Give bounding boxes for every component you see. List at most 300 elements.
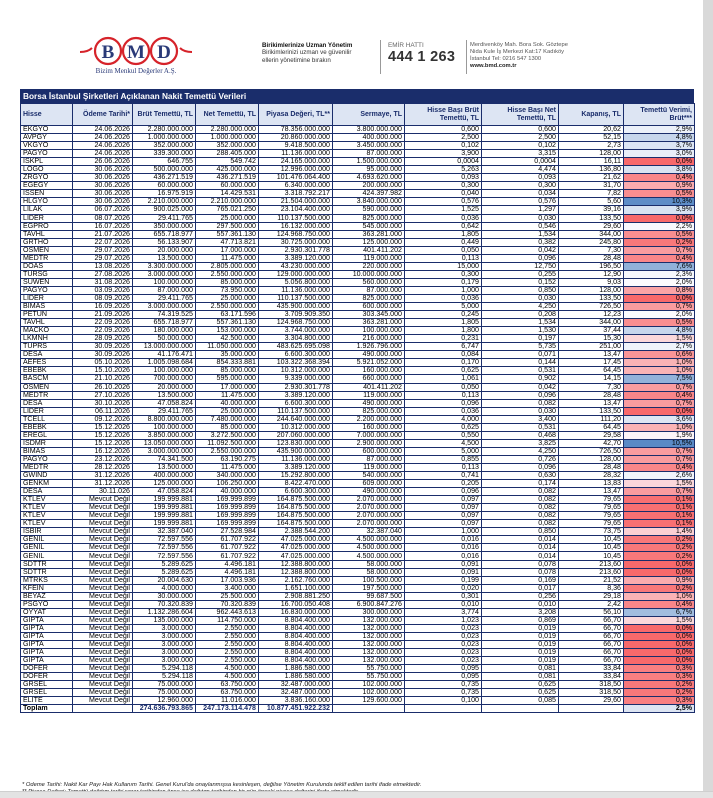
slogan bbox=[262, 42, 382, 64]
dividend-yield-cell: 2,6% bbox=[624, 472, 695, 480]
dividend-yield-cell: 2,3% bbox=[624, 270, 695, 278]
close-price-cell: 726,50 bbox=[559, 447, 624, 455]
payment-date-cell: 22.09.2026 bbox=[73, 327, 133, 335]
dividend-yield-cell: 0,4% bbox=[624, 174, 695, 182]
gross-dividend-cell: 50.000.000 bbox=[133, 335, 196, 343]
net-dividend-cell: 27.528.984 bbox=[196, 528, 259, 536]
net-dps-cell: 0,850 bbox=[482, 528, 559, 536]
close-price-cell: 9,03 bbox=[559, 278, 624, 286]
net-dps-cell: 0,042 bbox=[482, 383, 559, 391]
close-price-cell: 66,70 bbox=[559, 649, 624, 657]
dividend-yield-cell: 0,0% bbox=[624, 657, 695, 665]
market-value-cell: 12.996.000.000 bbox=[259, 166, 333, 174]
ticker-cell: DESA bbox=[21, 488, 73, 496]
close-price-cell: 66,70 bbox=[559, 624, 624, 632]
market-value-cell: 123.830.000.000 bbox=[259, 439, 333, 447]
total-cell bbox=[482, 705, 559, 713]
table-title: Borsa İstanbul Şirketleri Açıklanan Nakit Temettü Verileri bbox=[20, 89, 694, 103]
logo-subtitle: Bizim Menkul Değerler A.Ş. bbox=[95, 67, 177, 75]
payment-date-cell: Mevcut Değil bbox=[73, 576, 133, 584]
payment-date-cell: 06.07.2026 bbox=[73, 206, 133, 214]
capital-cell: 160.000.000 bbox=[333, 423, 405, 431]
gross-dividend-cell: 13.500.000 bbox=[133, 254, 196, 262]
net-dps-cell: 0,382 bbox=[482, 238, 559, 246]
market-value-cell: 15.292.800.000 bbox=[259, 472, 333, 480]
gross-dividend-cell: 72.597.556 bbox=[133, 552, 196, 560]
net-dps-cell: 4,474 bbox=[482, 166, 559, 174]
gross-dividend-cell: 1.005.098.684 bbox=[133, 359, 196, 367]
vertical-scrollbar[interactable] bbox=[703, 0, 713, 798]
gross-dividend-cell: 5.289.625 bbox=[133, 568, 196, 576]
payment-date-cell: 05.10.2026 bbox=[73, 359, 133, 367]
capital-cell: 490.000.000 bbox=[333, 351, 405, 359]
gross-dividend-cell: 180.000.000 bbox=[133, 327, 196, 335]
gross-dps-cell: 0,113 bbox=[405, 391, 482, 399]
total-gross-dividend: 274.636.793.865 bbox=[133, 705, 196, 713]
close-price-cell: 8,36 bbox=[559, 584, 624, 592]
net-dividend-cell: 25.500.000 bbox=[196, 592, 259, 600]
capital-cell: 58.000.000 bbox=[333, 560, 405, 568]
payment-date-cell: 30.09.2026 bbox=[73, 351, 133, 359]
gross-dps-cell: 0,735 bbox=[405, 689, 482, 697]
ticker-cell: TAVHL bbox=[21, 230, 73, 238]
gross-dps-cell: 0,600 bbox=[405, 126, 482, 134]
table-row bbox=[21, 343, 695, 351]
net-dps-cell: 0,096 bbox=[482, 463, 559, 471]
net-dividend-cell: 2.550.000 bbox=[196, 641, 259, 649]
ticker-cell: VKGYO bbox=[21, 142, 73, 150]
dividend-yield-cell: 2,0% bbox=[624, 278, 695, 286]
close-price-cell: 66,70 bbox=[559, 632, 624, 640]
net-dps-cell: 0,0004 bbox=[482, 158, 559, 166]
net-dividend-cell: 1.000.000.000 bbox=[196, 134, 259, 142]
gross-dividend-cell: 3.000.000 bbox=[133, 657, 196, 665]
gross-dps-cell: 0,576 bbox=[405, 198, 482, 206]
net-dividend-cell: 765.021.250 bbox=[196, 206, 259, 214]
net-dps-cell: 0,030 bbox=[482, 294, 559, 302]
capital-cell: 300.000.000 bbox=[333, 608, 405, 616]
gross-dps-cell: 0,016 bbox=[405, 536, 482, 544]
ticker-cell: EBEBK bbox=[21, 423, 73, 431]
gross-dps-cell: 1,525 bbox=[405, 206, 482, 214]
payment-date-cell: 08.09.2026 bbox=[73, 294, 133, 302]
payment-date-cell: Mevcut Değil bbox=[73, 544, 133, 552]
capital-cell: 119.000.000 bbox=[333, 254, 405, 262]
gross-dividend-cell: 75.000.000 bbox=[133, 681, 196, 689]
market-value-cell: 164.875.500.000 bbox=[259, 512, 333, 520]
ticker-cell: GENKM bbox=[21, 480, 73, 488]
website-link[interactable]: www.bmd.com.tr bbox=[470, 63, 517, 69]
gross-dps-cell: 0,023 bbox=[405, 649, 482, 657]
dividend-yield-cell: 0,3% bbox=[624, 665, 695, 673]
gross-dps-cell: 0,245 bbox=[405, 311, 482, 319]
net-dps-cell: 1,534 bbox=[482, 319, 559, 327]
table-row bbox=[21, 238, 695, 246]
net-dps-cell: 0,144 bbox=[482, 359, 559, 367]
net-dividend-cell: 85.000.000 bbox=[196, 367, 259, 375]
capital-cell: 400.000.000 bbox=[333, 134, 405, 142]
gross-dividend-cell: 13.500.000 bbox=[133, 391, 196, 399]
capital-cell: 100.500.000 bbox=[333, 576, 405, 584]
dividend-yield-cell: 0,0% bbox=[624, 158, 695, 166]
gross-dps-cell: 0,113 bbox=[405, 254, 482, 262]
payment-date-cell: Mevcut Değil bbox=[73, 592, 133, 600]
close-price-cell: 13,47 bbox=[559, 399, 624, 407]
net-dps-cell: 0,030 bbox=[482, 214, 559, 222]
net-dividend-cell: 106.250.000 bbox=[196, 480, 259, 488]
net-dps-cell: 0,085 bbox=[482, 697, 559, 705]
market-value-cell: 2.930.301.778 bbox=[259, 246, 333, 254]
capital-cell: 132.000.000 bbox=[333, 616, 405, 624]
payment-date-cell: 28.09.2026 bbox=[73, 335, 133, 343]
gross-dividend-cell: 5.289.625 bbox=[133, 560, 196, 568]
ticker-cell: KTLEV bbox=[21, 496, 73, 504]
gross-dividend-cell: 646.755 bbox=[133, 158, 196, 166]
market-value-cell: 10.312.000.000 bbox=[259, 367, 333, 375]
dividend-yield-cell: 0,2% bbox=[624, 681, 695, 689]
market-value-cell: 101.476.064.400 bbox=[259, 174, 333, 182]
ticker-cell: PSGYO bbox=[21, 600, 73, 608]
market-value-cell: 11.136.000.000 bbox=[259, 150, 333, 158]
gross-dividend-cell: 29.411.765 bbox=[133, 407, 196, 415]
ticker-cell: GIPTA bbox=[21, 632, 73, 640]
capital-cell: 825.000.000 bbox=[333, 294, 405, 302]
dividend-table-section bbox=[20, 89, 694, 713]
gross-dps-cell: 3,900 bbox=[405, 150, 482, 158]
dividend-yield-cell: 1,5% bbox=[624, 616, 695, 624]
capital-cell: 609.000.000 bbox=[333, 480, 405, 488]
market-value-cell: 164.875.500.000 bbox=[259, 496, 333, 504]
dividend-yield-cell: 0,2% bbox=[624, 552, 695, 560]
net-dividend-cell: 70.320.839 bbox=[196, 600, 259, 608]
ticker-cell: TURSG bbox=[21, 270, 73, 278]
close-price-cell: 2,73 bbox=[559, 142, 624, 150]
net-dps-cell: 0,255 bbox=[482, 270, 559, 278]
table-row bbox=[21, 439, 695, 447]
dividend-yield-cell: 0,7% bbox=[624, 447, 695, 455]
table-row bbox=[21, 673, 695, 681]
capital-cell: 87.000.000 bbox=[333, 286, 405, 294]
capital-cell: 99.687.500 bbox=[333, 592, 405, 600]
capital-cell: 600.000.000 bbox=[333, 303, 405, 311]
close-price-cell: 66,70 bbox=[559, 641, 624, 649]
table-row bbox=[21, 600, 695, 608]
close-price-cell: 133,50 bbox=[559, 214, 624, 222]
close-price-cell: 29,60 bbox=[559, 697, 624, 705]
ticker-cell: KTLEV bbox=[21, 504, 73, 512]
table-row bbox=[21, 190, 695, 198]
close-price-cell: 66,70 bbox=[559, 657, 624, 665]
capital-cell: 95.000.000 bbox=[333, 166, 405, 174]
payment-date-cell: 30.06.2026 bbox=[73, 182, 133, 190]
dividend-yield-cell: 0,7% bbox=[624, 488, 695, 496]
dividend-yield-cell: 0,0% bbox=[624, 294, 695, 302]
ticker-cell: TCELL bbox=[21, 415, 73, 423]
market-value-cell: 435.900.000.000 bbox=[259, 303, 333, 311]
net-dps-cell: 0,019 bbox=[482, 624, 559, 632]
table-row bbox=[21, 608, 695, 616]
net-dps-cell: 12,750 bbox=[482, 262, 559, 270]
table-row bbox=[21, 150, 695, 158]
ticker-cell: HLGYO bbox=[21, 198, 73, 206]
market-value-cell: 21.504.000.000 bbox=[259, 198, 333, 206]
market-value-cell: 8.804.400.000 bbox=[259, 616, 333, 624]
market-value-cell: 2.930.301.778 bbox=[259, 383, 333, 391]
dividend-table bbox=[20, 103, 695, 713]
table-row bbox=[21, 230, 695, 238]
net-dividend-cell: 11.475.000 bbox=[196, 463, 259, 471]
net-dividend-cell: 25.000.000 bbox=[196, 294, 259, 302]
capital-cell: 424.397.982 bbox=[333, 190, 405, 198]
market-value-cell: 110.137.500.000 bbox=[259, 294, 333, 302]
payment-date-cell: 30.06.2026 bbox=[73, 174, 133, 182]
dividend-yield-cell: 0,1% bbox=[624, 504, 695, 512]
net-dividend-cell: 85.000.000 bbox=[196, 278, 259, 286]
market-value-cell: 124.968.750.000 bbox=[259, 319, 333, 327]
table-row bbox=[21, 504, 695, 512]
table-row bbox=[21, 375, 695, 383]
close-price-cell: 196,50 bbox=[559, 262, 624, 270]
col-header: Piyasa Değeri, TL** bbox=[259, 104, 333, 126]
close-price-cell: 29,18 bbox=[559, 592, 624, 600]
gross-dps-cell: 0,023 bbox=[405, 624, 482, 632]
net-dividend-cell: 61.707.922 bbox=[196, 536, 259, 544]
ticker-cell: BIMAS bbox=[21, 303, 73, 311]
net-dividend-cell: 63.750.000 bbox=[196, 689, 259, 697]
net-dps-cell: 0,174 bbox=[482, 480, 559, 488]
capital-cell: 3.450.000.000 bbox=[333, 142, 405, 150]
table-row bbox=[21, 383, 695, 391]
capital-cell: 216.000.000 bbox=[333, 335, 405, 343]
market-value-cell: 164.875.500.000 bbox=[259, 520, 333, 528]
table-row bbox=[21, 431, 695, 439]
net-dividend-cell: 63.750.000 bbox=[196, 681, 259, 689]
net-dividend-cell: 60.000.000 bbox=[196, 182, 259, 190]
net-dps-cell: 0,019 bbox=[482, 632, 559, 640]
gross-dividend-cell: 3.300.000.000 bbox=[133, 262, 196, 270]
ticker-cell: MEDTR bbox=[21, 463, 73, 471]
market-value-cell: 47.025.000.000 bbox=[259, 552, 333, 560]
payment-date-cell: 30.06.2026 bbox=[73, 166, 133, 174]
close-price-cell: 7,30 bbox=[559, 383, 624, 391]
payment-date-cell: Mevcut Değil bbox=[73, 641, 133, 649]
total-cell bbox=[559, 705, 624, 713]
net-dps-cell: 0,082 bbox=[482, 399, 559, 407]
table-row bbox=[21, 126, 695, 134]
net-dividend-cell: 63.171.596 bbox=[196, 311, 259, 319]
ticker-cell: DESA bbox=[21, 351, 73, 359]
net-dividend-cell: 2.805.000.000 bbox=[196, 262, 259, 270]
gross-dps-cell: 0,097 bbox=[405, 512, 482, 520]
net-dividend-cell: 169.999.899 bbox=[196, 520, 259, 528]
net-dividend-cell: 40.000.000 bbox=[196, 399, 259, 407]
market-value-cell: 10.312.000.000 bbox=[259, 423, 333, 431]
ticker-cell: EKGYO bbox=[21, 126, 73, 134]
table-row bbox=[21, 198, 695, 206]
dividend-yield-cell: 0,9% bbox=[624, 182, 695, 190]
market-value-cell: 2.908.881.250 bbox=[259, 592, 333, 600]
close-price-cell: 39,16 bbox=[559, 206, 624, 214]
payment-date-cell: 27.08.2026 bbox=[73, 270, 133, 278]
market-value-cell: 129.000.000.000 bbox=[259, 270, 333, 278]
gross-dividend-cell: 199.999.881 bbox=[133, 520, 196, 528]
net-dps-cell: 0,042 bbox=[482, 246, 559, 254]
net-dps-cell: 0,096 bbox=[482, 254, 559, 262]
ticker-cell: GIPTA bbox=[21, 624, 73, 632]
payment-date-cell: 22.07.2026 bbox=[73, 238, 133, 246]
dividend-yield-cell: 0,3% bbox=[624, 697, 695, 705]
payment-date-cell: 23.12.2026 bbox=[73, 455, 133, 463]
gross-dividend-cell: 60.000.000 bbox=[133, 182, 196, 190]
capital-cell: 2.200.000.000 bbox=[333, 415, 405, 423]
ticker-cell: SUWEN bbox=[21, 278, 73, 286]
payment-date-cell: Mevcut Değil bbox=[73, 657, 133, 665]
net-dps-cell: 0,030 bbox=[482, 407, 559, 415]
payment-date-cell: 31.08.2026 bbox=[73, 278, 133, 286]
table-row bbox=[21, 447, 695, 455]
close-price-cell: 31,70 bbox=[559, 182, 624, 190]
capital-cell: 132.000.000 bbox=[333, 641, 405, 649]
capital-cell: 2.070.000.000 bbox=[333, 496, 405, 504]
ticker-cell: PAGYO bbox=[21, 150, 73, 158]
net-dps-cell: 0,082 bbox=[482, 488, 559, 496]
col-header: Ödeme Tarihi* bbox=[73, 104, 133, 126]
net-dividend-cell: 73.950.000 bbox=[196, 286, 259, 294]
gross-dividend-cell: 655.718.977 bbox=[133, 319, 196, 327]
gross-dividend-cell: 47.058.824 bbox=[133, 488, 196, 496]
col-header: Brüt Temettü, TL bbox=[133, 104, 196, 126]
gross-dividend-cell: 199.999.881 bbox=[133, 504, 196, 512]
net-dividend-cell: 2.210.000.000 bbox=[196, 198, 259, 206]
table-row bbox=[21, 641, 695, 649]
payment-date-cell: 15.12.2026 bbox=[73, 431, 133, 439]
gross-dividend-cell: 199.999.881 bbox=[133, 496, 196, 504]
net-dps-cell: 0,010 bbox=[482, 600, 559, 608]
payment-date-cell: 26.06.2026 bbox=[73, 158, 133, 166]
table-row bbox=[21, 528, 695, 536]
payment-date-cell: Mevcut Değil bbox=[73, 665, 133, 673]
ticker-cell: OSMEN bbox=[21, 383, 73, 391]
capital-cell: 490.000.000 bbox=[333, 488, 405, 496]
payment-date-cell: Mevcut Değil bbox=[73, 520, 133, 528]
ticker-cell: GENIL bbox=[21, 544, 73, 552]
net-dps-cell: 4,250 bbox=[482, 303, 559, 311]
net-dps-cell: 3,825 bbox=[482, 439, 559, 447]
payment-date-cell: Mevcut Değil bbox=[73, 649, 133, 657]
net-dividend-cell: 17.000.000 bbox=[196, 246, 259, 254]
payment-date-cell: 21.07.2026 bbox=[73, 230, 133, 238]
gross-dps-cell: 0,020 bbox=[405, 584, 482, 592]
capital-cell: 600.000.000 bbox=[333, 447, 405, 455]
ticker-cell: ISKPL bbox=[21, 158, 73, 166]
dividend-yield-cell: 0,6% bbox=[624, 351, 695, 359]
gross-dps-cell: 2,500 bbox=[405, 134, 482, 142]
payment-date-cell: 24.06.2026 bbox=[73, 150, 133, 158]
ticker-cell: DESA bbox=[21, 399, 73, 407]
close-price-cell: 7,82 bbox=[559, 190, 624, 198]
gross-dps-cell: 0,091 bbox=[405, 568, 482, 576]
close-price-cell: 5,60 bbox=[559, 198, 624, 206]
dividend-yield-cell: 0,7% bbox=[624, 246, 695, 254]
capital-cell: 87.000.000 bbox=[333, 150, 405, 158]
table-row bbox=[21, 560, 695, 568]
payment-date-cell: 28.12.2026 bbox=[73, 463, 133, 471]
dividend-yield-cell: 0,4% bbox=[624, 254, 695, 262]
total-market-value: 10.877.451.922.232 bbox=[259, 705, 333, 713]
capital-cell: 825.000.000 bbox=[333, 214, 405, 222]
net-dps-cell: 0,082 bbox=[482, 520, 559, 528]
dividend-yield-cell: 4,8% bbox=[624, 134, 695, 142]
capital-cell: 32.387.040 bbox=[333, 528, 405, 536]
ticker-cell: MACKO bbox=[21, 327, 73, 335]
net-dividend-cell: 854.333.881 bbox=[196, 359, 259, 367]
net-dividend-cell: 61.707.922 bbox=[196, 552, 259, 560]
ticker-cell: LIDER bbox=[21, 407, 73, 415]
slogan-line: ellerin yönetimine bırakın bbox=[262, 56, 331, 64]
capital-cell: 560.000.000 bbox=[333, 278, 405, 286]
capital-cell: 7.000.000.000 bbox=[333, 431, 405, 439]
table-row bbox=[21, 311, 695, 319]
total-net-dividend: 247.173.114.478 bbox=[196, 705, 259, 713]
capital-cell: 363.281.000 bbox=[333, 230, 405, 238]
dividend-yield-cell: 2,7% bbox=[624, 343, 695, 351]
ticker-cell: LIDER bbox=[21, 294, 73, 302]
table-row bbox=[21, 327, 695, 335]
market-value-cell: 3.304.800.000 bbox=[259, 335, 333, 343]
capital-cell: 590.000.000 bbox=[333, 206, 405, 214]
gross-dps-cell: 0,023 bbox=[405, 657, 482, 665]
table-row bbox=[21, 665, 695, 673]
close-price-cell: 344,00 bbox=[559, 230, 624, 238]
payment-date-cell: 13.08.2026 bbox=[73, 262, 133, 270]
capital-cell: 3.800.000.000 bbox=[333, 126, 405, 134]
capital-cell: 55.750.000 bbox=[333, 673, 405, 681]
market-value-cell: 8.804.400.000 bbox=[259, 649, 333, 657]
market-value-cell: 16.830.000.000 bbox=[259, 608, 333, 616]
dividend-yield-cell: 0,7% bbox=[624, 303, 695, 311]
market-value-cell: 5.056.800.000 bbox=[259, 278, 333, 286]
close-price-cell: 21,52 bbox=[559, 576, 624, 584]
ticker-cell: GRSEL bbox=[21, 681, 73, 689]
close-price-cell: 10,45 bbox=[559, 544, 624, 552]
ticker-cell: AVPGY bbox=[21, 134, 73, 142]
gross-dividend-cell: 100.000.000 bbox=[133, 367, 196, 375]
close-price-cell: 128,00 bbox=[559, 286, 624, 294]
net-dps-cell: 0,197 bbox=[482, 335, 559, 343]
net-dps-cell: 0,726 bbox=[482, 455, 559, 463]
close-price-cell: 21,62 bbox=[559, 174, 624, 182]
gross-dps-cell: 0,010 bbox=[405, 600, 482, 608]
dividend-yield-cell: 7,6% bbox=[624, 262, 695, 270]
table-row bbox=[21, 182, 695, 190]
gross-dps-cell: 5,000 bbox=[405, 303, 482, 311]
gross-dps-cell: 0,097 bbox=[405, 496, 482, 504]
table-header-row bbox=[21, 104, 695, 126]
market-value-cell: 8.422.470.000 bbox=[259, 480, 333, 488]
gross-dividend-cell: 400.000.000 bbox=[133, 472, 196, 480]
gross-dividend-cell: 29.411.765 bbox=[133, 294, 196, 302]
table-row bbox=[21, 568, 695, 576]
dividend-yield-cell: 0,4% bbox=[624, 391, 695, 399]
payment-date-cell: Mevcut Değil bbox=[73, 689, 133, 697]
payment-date-cell: 29.07.2026 bbox=[73, 254, 133, 262]
gross-dps-cell: 0,100 bbox=[405, 697, 482, 705]
capital-cell: 220.000.000 bbox=[333, 262, 405, 270]
dividend-yield-cell: 0,0% bbox=[624, 641, 695, 649]
net-dividend-cell: 288.405.000 bbox=[196, 150, 259, 158]
table-row bbox=[21, 407, 695, 415]
net-dps-cell: 4,250 bbox=[482, 447, 559, 455]
